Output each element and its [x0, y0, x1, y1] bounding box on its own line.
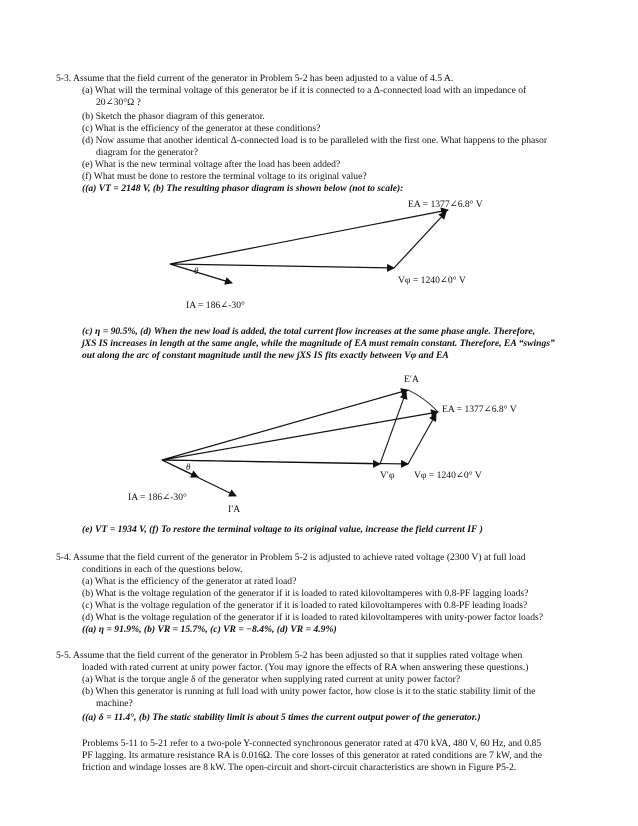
- ea-label: EA = 1377∠6.8° V: [442, 404, 517, 415]
- ia-prime-phasor: [162, 460, 236, 496]
- problem-5-4-part-a: (a) What is the efficiency of the generator at rated load?: [82, 576, 297, 587]
- problem-5-3-answer-ef: (e) VT = 1934 V, (f) To restore the terminal voltage to its original value, increase the field current IF ): [82, 524, 483, 535]
- problems-5-11-intro-line2: PF lagging. Its armature resistance RA is 0.016Ω. The core losses of this generator at rated conditions are 7 kW, and the: [82, 750, 542, 761]
- problems-5-11-intro: Problems 5-11 to 5-21 refer to a two-pole Y-connected synchronous generator rated at 470 kVA, 480 V, 60 Hz, and 0.85: [82, 738, 542, 749]
- constant-magnitude-arc: [408, 390, 438, 412]
- vphi-prime-phasor: [162, 460, 380, 464]
- problem-5-3-part-a-cont: 20∠30°Ω ?: [96, 97, 141, 108]
- ia-prime-label: I′A: [228, 504, 241, 515]
- theta-label: θ: [194, 266, 199, 276]
- vphi-prime-label: V′φ: [380, 470, 395, 481]
- problem-5-3-part-a: (a) What will the terminal voltage of this generator be if it is connected to a Δ-connected load with an impedance of: [82, 85, 527, 96]
- problem-5-3-answer-ab: ((a) VT = 2148 V, (b) The resulting phasor diagram is shown below (not to scale):: [82, 183, 404, 194]
- problem-5-3-part-d-cont: diagram for the generator?: [96, 147, 199, 158]
- problems-5-11-intro-line3: friction and windage losses are 8 kW. The open-circuit and short-circuit characteristics are shown in Figure P5-2.: [82, 762, 517, 773]
- jxs-is-phasor: [408, 414, 436, 464]
- theta-label: θ: [186, 462, 191, 472]
- problem-5-3-part-b: (b) Sketch the phasor diagram of this generator.: [82, 111, 265, 122]
- ia-label: IA = 186∠-30°: [186, 300, 245, 311]
- ea-prime-label: E′A: [404, 374, 419, 385]
- problem-5-5-part-b-cont: machine?: [96, 698, 133, 709]
- vphi-label: Vφ = 1240∠0° V: [414, 470, 482, 481]
- problem-5-5-statement: 5-5. Assume that the field current of the generator in Problem 5-2 has been adjusted so that it supplies rated voltage when: [56, 650, 523, 661]
- problem-5-3-part-e: (e) What is the new terminal voltage after the load has been added?: [82, 159, 341, 170]
- problem-5-3-part-f: (f) What must be done to restore the terminal voltage to its original value?: [82, 171, 367, 182]
- problem-5-3-statement: 5-3. Assume that the field current of the generator in Problem 5-2 has been adjusted to a value of 4.5 A.: [56, 73, 454, 84]
- problem-5-5-part-b: (b) When this generator is running at full load with unity power factor, how close is it to the static stability limit of the: [82, 686, 536, 697]
- ia-label: IA = 186∠-30°: [128, 492, 187, 503]
- problem-5-3-answer-d: jXS IS increases in length at the same angle, while the magnitude of EA must remain constant. Therefore, EA “swings”: [82, 338, 555, 349]
- problem-5-3-part-d: (d) Now assume that another identical Δ-connected load is to be paralleled with the first one. What happens to the phasor: [82, 135, 548, 146]
- jxs-is-prime-phasor: [380, 392, 406, 464]
- problem-5-4-part-c: (c) What is the voltage regulation of the generator if it is loaded to rated kilovoltamperes with 0.8-PF leading loads?: [82, 600, 528, 611]
- problem-5-4-statement: 5-4. Assume that the field current of the generator in Problem 5-2 is adjusted to achieve rated voltage (2300 V) at full load: [56, 552, 526, 563]
- problem-5-5-statement-cont: loaded with rated current at unity power factor. (You may ignore the effects of RA when answering these questions.): [82, 662, 529, 673]
- ea-label: EA = 1377∠6.8° V: [408, 199, 483, 210]
- ea-prime-phasor: [162, 390, 408, 460]
- problem-5-5-answer: ((a) δ = 11.4°, (b) The static stability limit is about 5 times the current output power of the generator.): [82, 712, 481, 723]
- problem-5-3-answer-c: (c) η = 90.5%, (d) When the new load is added, the total current flow increases at the same phase angle. Therefore,: [82, 326, 536, 337]
- problem-5-4-part-d: (d) What is the voltage regulation of the generator if it is loaded to rated kilovoltamperes with unity-power factor loads?: [82, 612, 543, 623]
- problem-5-4-statement-cont: conditions in each of the questions below.: [82, 564, 243, 575]
- problem-5-3-part-c: (c) What is the efficiency of the generator at these conditions?: [82, 123, 321, 134]
- problem-5-4-part-b: (b) What is the voltage regulation of the generator if it is loaded to rated kilovoltamperes with 0.8-PF lagging loads?: [82, 588, 529, 599]
- problem-5-4-answer: ((a) η = 91.9%, (b) VR = 15.7%, (c) VR = −8.4%, (d) VR = 4.9%): [82, 624, 337, 635]
- problem-5-3-answer-d-cont: out along the arc of constant magnitude until the new jXS IS fits exactly between Vφ and EA: [82, 350, 449, 361]
- vphi-label: Vφ = 1240∠0° V: [398, 275, 466, 286]
- problem-5-5-part-a: (a) What is the torque angle δ of the generator when supplying rated current at unity power factor?: [82, 674, 461, 685]
